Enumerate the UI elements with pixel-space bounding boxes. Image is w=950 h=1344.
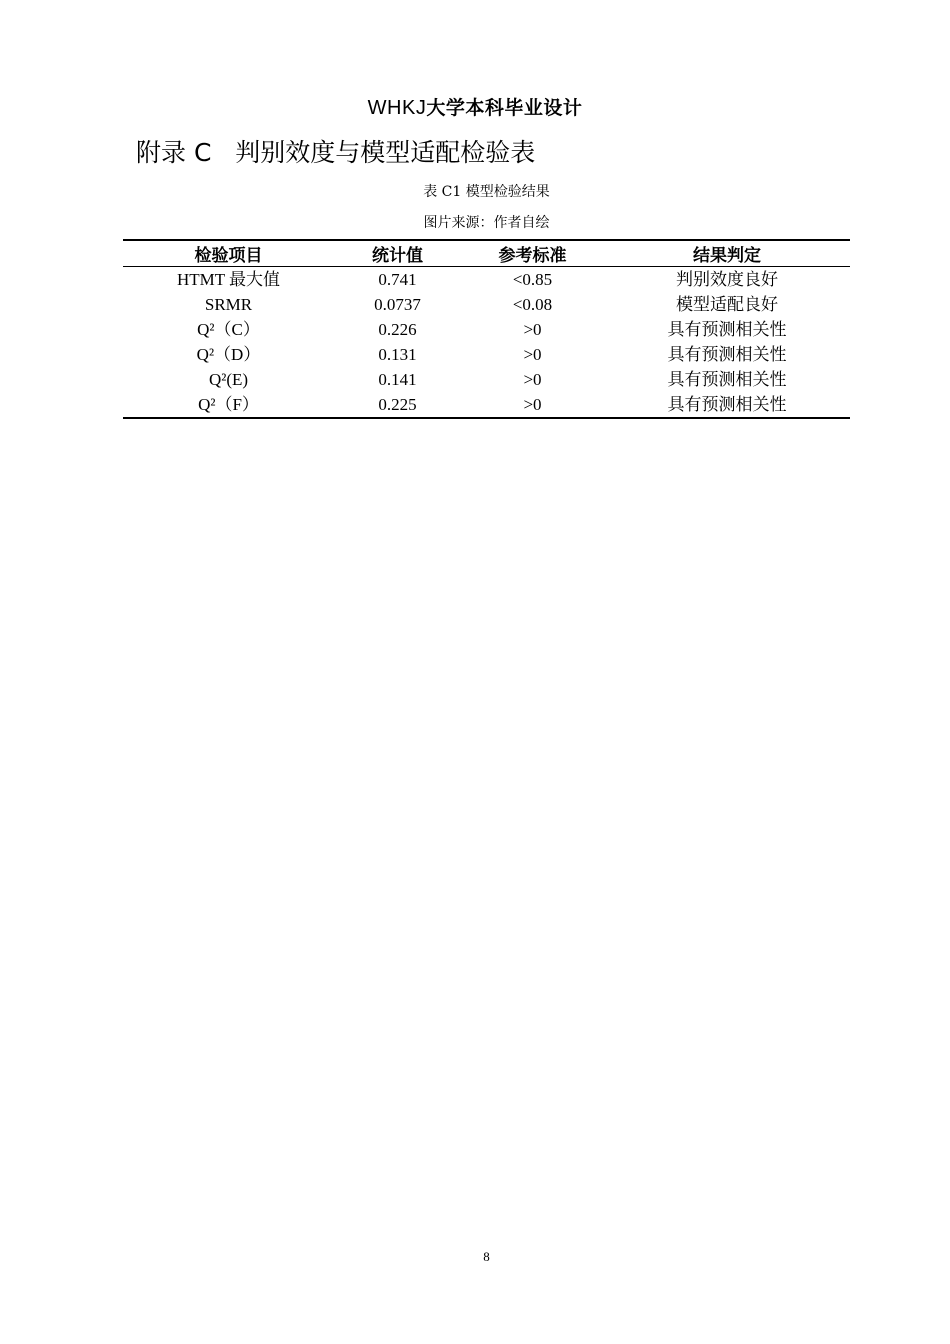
cell-judgement: 模型适配良好	[676, 294, 778, 314]
cell-reference: >0	[523, 319, 542, 339]
column-header-item: 检验项目	[123, 240, 334, 267]
cell-reference: <0.85	[512, 269, 553, 289]
cell-statistic: 0.226	[378, 319, 417, 339]
table-header-row	[123, 240, 850, 267]
cell-reference: <0.08	[512, 294, 553, 314]
column-header-judgement: 结果判定	[604, 240, 850, 267]
cell-item: SRMR	[204, 294, 253, 314]
cell-judgement: 具有预测相关性	[667, 369, 787, 389]
table-row	[123, 367, 850, 392]
cell-item: Q²（D）	[196, 344, 261, 364]
column-header-reference: 参考标准	[461, 240, 604, 267]
cell-judgement: 具有预测相关性	[667, 319, 787, 339]
cell-statistic: 0.141	[378, 369, 417, 389]
table-row	[123, 267, 850, 293]
cell-item: HTMT 最大值	[176, 269, 281, 289]
table-row	[123, 317, 850, 342]
table-row	[123, 392, 850, 418]
cell-statistic: 0.0737	[374, 294, 421, 314]
header-latin-text: WHKJ	[367, 97, 427, 119]
table-row	[123, 292, 850, 317]
table-caption: 表 C1 模型检验结果	[423, 184, 550, 200]
cell-statistic: 0.741	[378, 269, 417, 289]
table-row	[123, 342, 850, 367]
page-number: 8	[483, 1249, 490, 1264]
appendix-title: 附录 C 判别效度与模型适配检验表	[136, 138, 536, 167]
cell-reference: >0	[523, 369, 542, 389]
cell-reference: >0	[523, 394, 542, 414]
cell-statistic: 0.225	[378, 394, 417, 414]
table-source-note: 图片来源：作者自绘	[423, 215, 550, 231]
cell-item: Q²（C）	[197, 319, 260, 339]
cell-item: Q²（F）	[198, 394, 259, 414]
cell-reference: >0	[523, 344, 542, 364]
cell-judgement: 具有预测相关性	[667, 344, 787, 364]
results-table	[123, 239, 850, 419]
column-header-statistic: 统计值	[334, 240, 461, 267]
cell-judgement: 具有预测相关性	[667, 394, 787, 414]
cell-judgement: 判别效度良好	[676, 269, 778, 289]
header-cjk-text: 大学本科毕业设计	[426, 97, 583, 119]
cell-item: Q²(E)	[208, 369, 249, 389]
running-header	[0, 94, 950, 121]
cell-statistic: 0.131	[378, 344, 417, 364]
